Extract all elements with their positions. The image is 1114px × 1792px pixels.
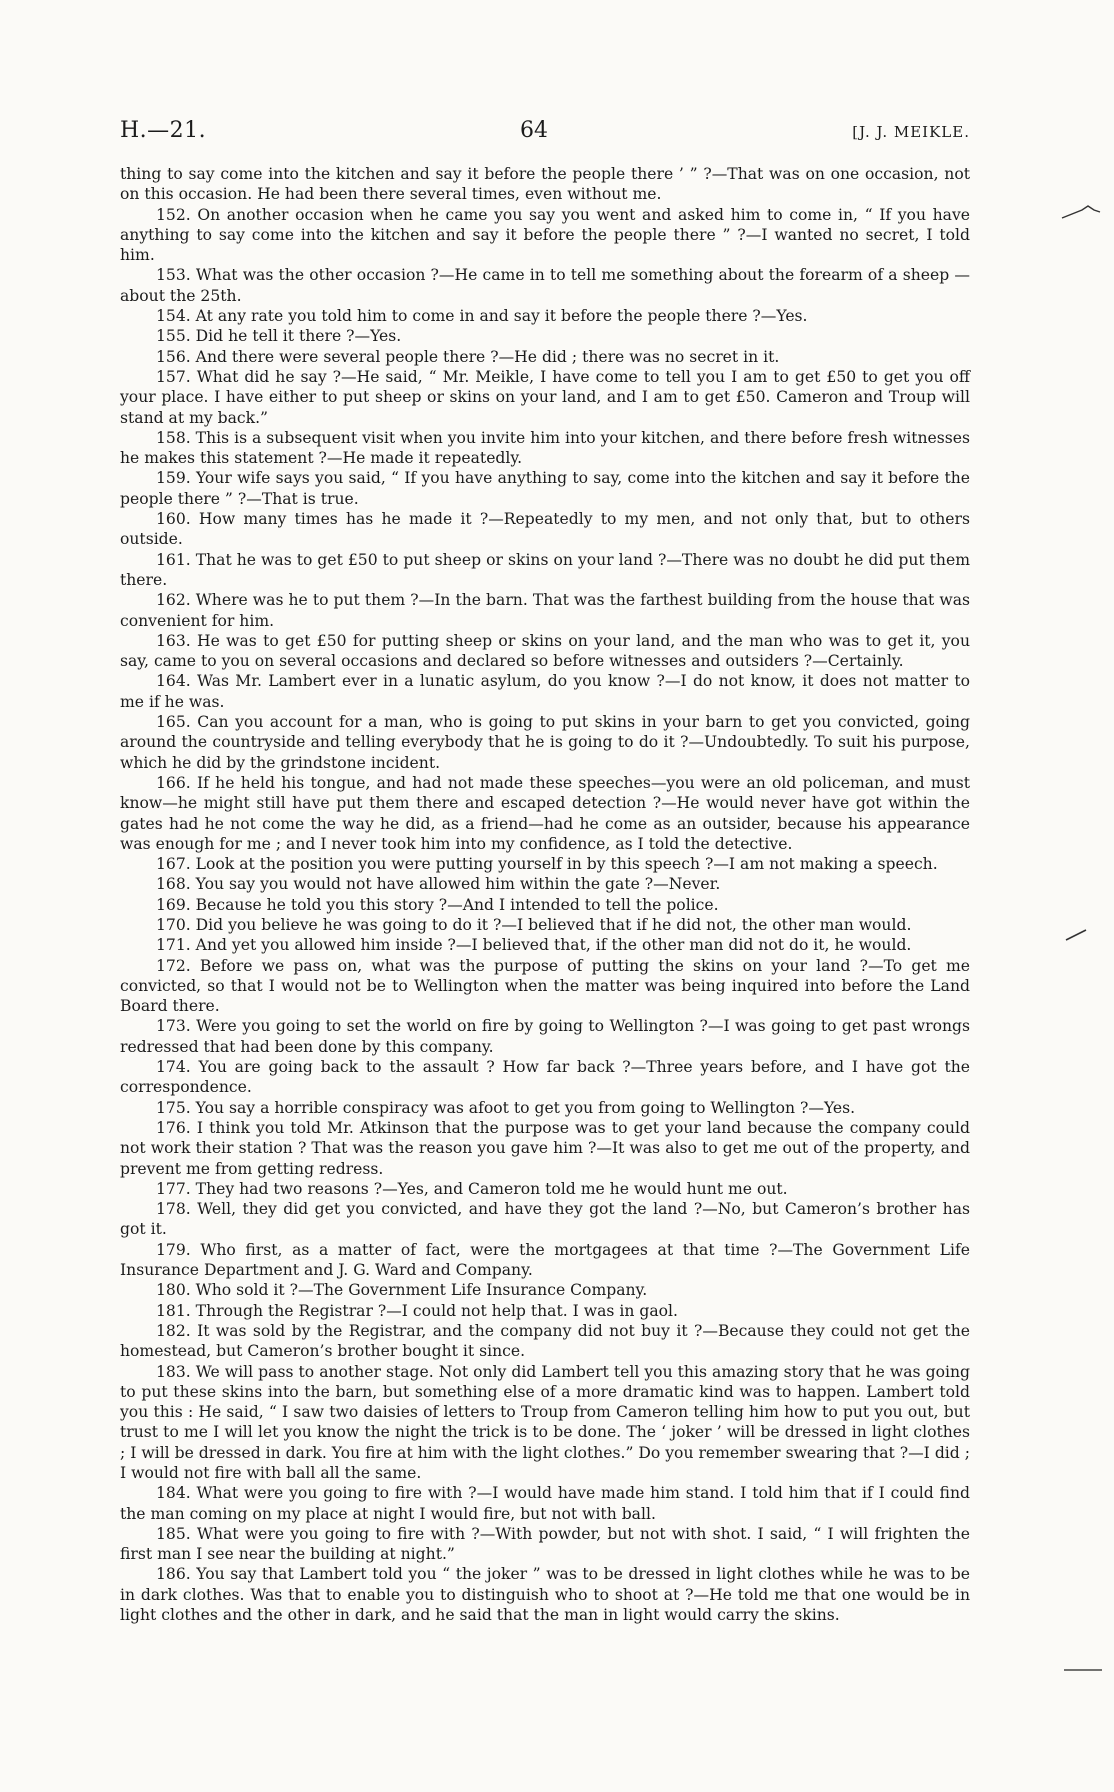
paragraph: 161. That he was to get £50 to put sheep or skins on your land ?—There was no doubt he did put them there. [120, 550, 970, 589]
margin-mark-icon [1062, 1664, 1104, 1674]
paragraph: 178. Well, they did get you convicted, and have they got the land ?—No, but Cameron’s brother has got it. [120, 1200, 970, 1239]
paragraph: 158. This is a subsequent visit when you invite him into your kitchen, and there before fresh witnesses he makes this statement ?—He made it repeatedly. [120, 428, 970, 468]
document-page [120, 118, 970, 1625]
testimony-body [120, 164, 970, 1625]
paragraph: 184. What were you going to fire with ?—I would have made him stand. I told him that if I could find the man coming on my place at night I would fire, but not with ball. [120, 1484, 970, 1523]
paragraph: 162. Where was he to put them ?—In the barn. That was the farthest building from the house that was convenient for him. [120, 591, 970, 630]
paragraph: 157. What did he say ?—He said, “ Mr. Meikle, I have come to tell you I am to get £50 to get you off your place. I have either to put sheep or skins on your land, and I am to get £50. Cameron and Troup will stand at my back.” [120, 367, 970, 427]
paragraph: 177. They had two reasons ?—Yes, and Cameron told me he would hunt me out. [156, 1179, 788, 1198]
paragraph: 166. If he held his tongue, and had not made these speeches—you were an old policeman, and must know—he might still have put them there and escaped detection ?—He would never have got within the gates had he not come the way he did, as a friend—had he come as an outsider, because his appearance was enough for me ; and I never took him into my confidence, as I told the detective. [120, 773, 970, 853]
paragraph: 154. At any rate you told him to come in and say it before the people there ?—Yes. [156, 307, 808, 326]
paragraph: 164. Was Mr. Lambert ever in a lunatic asylum, do you know ?—I do not know, it does not matter to me if he was. [120, 672, 970, 711]
paragraph: 170. Did you believe he was going to do it ?—I believed that if he did not, the other man would. [156, 915, 912, 934]
paragraph: 176. I think you told Mr. Atkinson that the purpose was to get your land because the company could not work their station ? That was the reason you gave him ?—It was also to get me out of the property, and prevent me from getting redress. [120, 1118, 970, 1178]
paragraph: 173. Were you going to set the world on fire by going to Wellington ?—I was going to get past wrongs redressed that had been done by this company. [120, 1017, 970, 1056]
paragraph: 185. What were you going to fire with ?—With powder, but not with shot. I said, “ I will frighten the first man I see near the building at night.” [120, 1524, 970, 1564]
paragraph: 182. It was sold by the Registrar, and the company did not buy it ?—Because they could not get the homestead, but Cameron’s brother bought it since. [120, 1321, 970, 1361]
paragraph: 167. Look at the position you were putting yourself in by this speech ?—I am not making a speech. [156, 855, 938, 874]
paragraph: 168. You say you would not have allowed him within the gate ?—Never. [156, 875, 721, 894]
paragraph: 169. Because he told you this story ?—And I intended to tell the police. [156, 895, 719, 914]
paragraph: 156. And there were several people there ?—He did ; there was no secret in it. [156, 347, 780, 366]
header-reference: H.—21. [120, 118, 207, 143]
paragraph: 171. And yet you allowed him inside ?—I believed that, if the other man did not do it, he would. [156, 936, 912, 955]
paragraph: 186. You say that Lambert told you “ the joker ” was to be dressed in light clothes while he was to be in dark clothes. Was that to enable you to distinguish who to shoot at ?—He told me that one would be in light clothes and the other in dark, and he said that the man in light would carry the skins. [120, 1565, 970, 1625]
paragraph: 165. Can you account for a man, who is going to put skins in your barn to get you convicted, going around the countryside and telling everybody that he is going to do it ?—Undoubtedly. To suit his purpose, which he did by the grindstone incident. [120, 713, 970, 772]
paragraph: thing to say come into the kitchen and say it before the people there ’ ” ?—That was on one occasion, not on this occasion. He had been there several times, even without me. [120, 165, 970, 204]
paragraph: 153. What was the other occasion ?—He came in to tell me something about the forearm of a sheep —about the 25th. [120, 266, 970, 305]
paragraph: 174. You are going back to the assault ? How far back ?—Three years before, and I have got the correspondence. [120, 1058, 970, 1097]
paragraph: 179. Who first, as a matter of fact, were the mortgagees at that time ?—The Government Life Insurance Department and J. G. Ward and Company. [120, 1240, 970, 1280]
margin-mark-icon [1060, 200, 1102, 222]
page-header [120, 118, 970, 152]
paragraph: 181. Through the Registrar ?—I could not help that. I was in gaol. [156, 1301, 678, 1320]
margin-mark-icon [1064, 926, 1088, 944]
header-witness-name: [J. J. MEIKLE. [852, 123, 970, 141]
paragraph: 159. Your wife says you said, “ If you have anything to say, come into the kitchen and say it before the people there ” ?—That is true. [120, 469, 970, 508]
paragraph: 175. You say a horrible conspiracy was afoot to get you from going to Wellington ?—Yes. [156, 1098, 856, 1117]
paragraph: 152. On another occasion when he came you say you went and asked him to come in, “ If you have anything to say come into the kitchen and say it before the people there ” ?—I wanted no secret, I told him. [120, 205, 970, 265]
paragraph: 163. He was to get £50 for putting sheep or skins on your land, and the man who was to get it, you say, came to you on several occasions and declared so before witnesses and outsiders ?—Certainly. [120, 631, 970, 671]
paragraph: 155. Did he tell it there ?—Yes. [156, 327, 402, 346]
paragraph: 160. How many times has he made it ?—Repeatedly to my men, and not only that, but to others outside. [120, 510, 970, 549]
paragraph: 172. Before we pass on, what was the purpose of putting the skins on your land ?—To get me convicted, so that I would not be to Wellington when the matter was being inquired into before the Land Board there. [120, 956, 970, 1016]
page-number: 64 [520, 118, 548, 143]
paragraph: 183. We will pass to another stage. Not only did Lambert tell you this amazing story that he was going to put these skins into the barn, but something else of a more dramatic kind was to happen. Lambert told you this : He said, “ I saw two daisies of letters to Troup from Cameron telling him how to put you out, but trust to me I will let you know the night the trick is to be done. The ‘ joker ’ will be dressed in light clothes ; I will be dressed in dark. You fire at him with the light clothes.” Do you remember swearing that ?—I did ; I would not fire with ball all the same. [120, 1362, 970, 1482]
paragraph: 180. Who sold it ?—The Government Life Insurance Company. [156, 1281, 648, 1300]
